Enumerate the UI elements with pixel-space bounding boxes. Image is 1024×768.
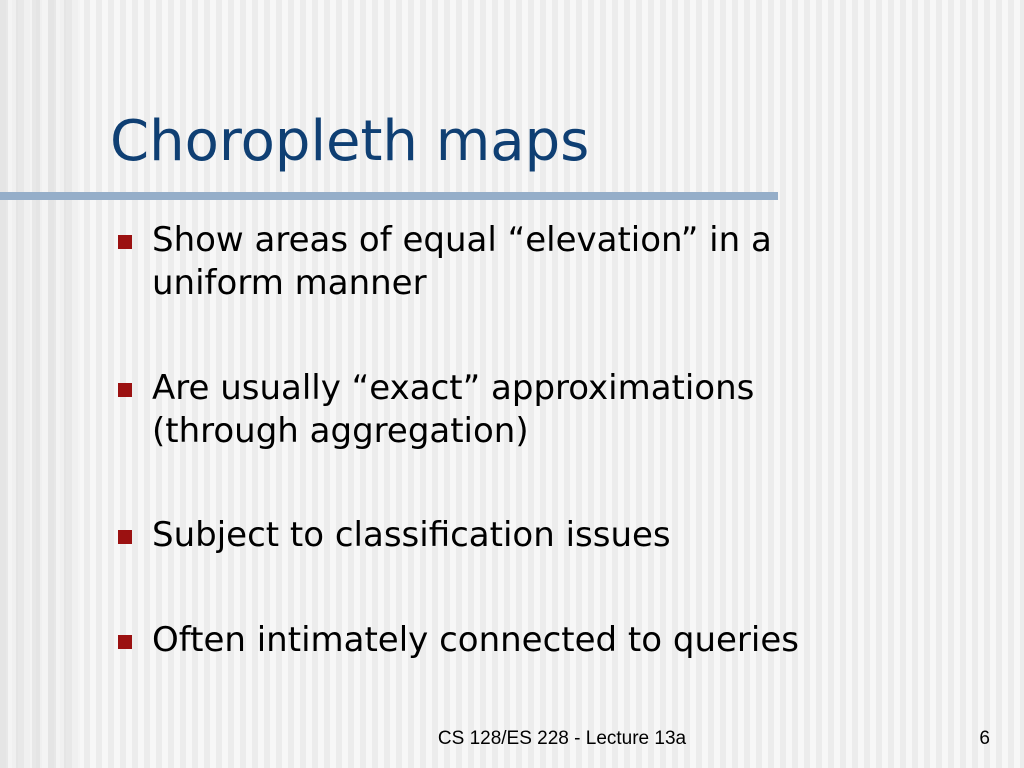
bullet-item (112, 619, 992, 662)
bullet-item (112, 514, 992, 557)
bullet-text: Subject to classification issues (152, 515, 671, 555)
square-bullet-icon (118, 235, 132, 249)
slide-title: Choropleth maps (110, 109, 590, 174)
bullet-text: Often intimately connected to queries (152, 620, 799, 660)
square-bullet-icon (118, 383, 132, 397)
bullet-text: Show areas of equal “elevation” in a uniform manner (152, 220, 772, 303)
footer-course-label: CS 128/ES 228 - Lecture 13a (437, 728, 687, 749)
square-bullet-icon (118, 635, 132, 649)
bullet-item (112, 367, 992, 453)
background-stripe-band (0, 0, 80, 768)
square-bullet-icon (118, 530, 132, 544)
title-underline-rule (0, 192, 778, 200)
bullet-item (112, 219, 992, 305)
footer-page-number: 6 (979, 728, 990, 749)
bullet-text: Are usually “exact” approximations (through aggregation) (152, 368, 755, 451)
